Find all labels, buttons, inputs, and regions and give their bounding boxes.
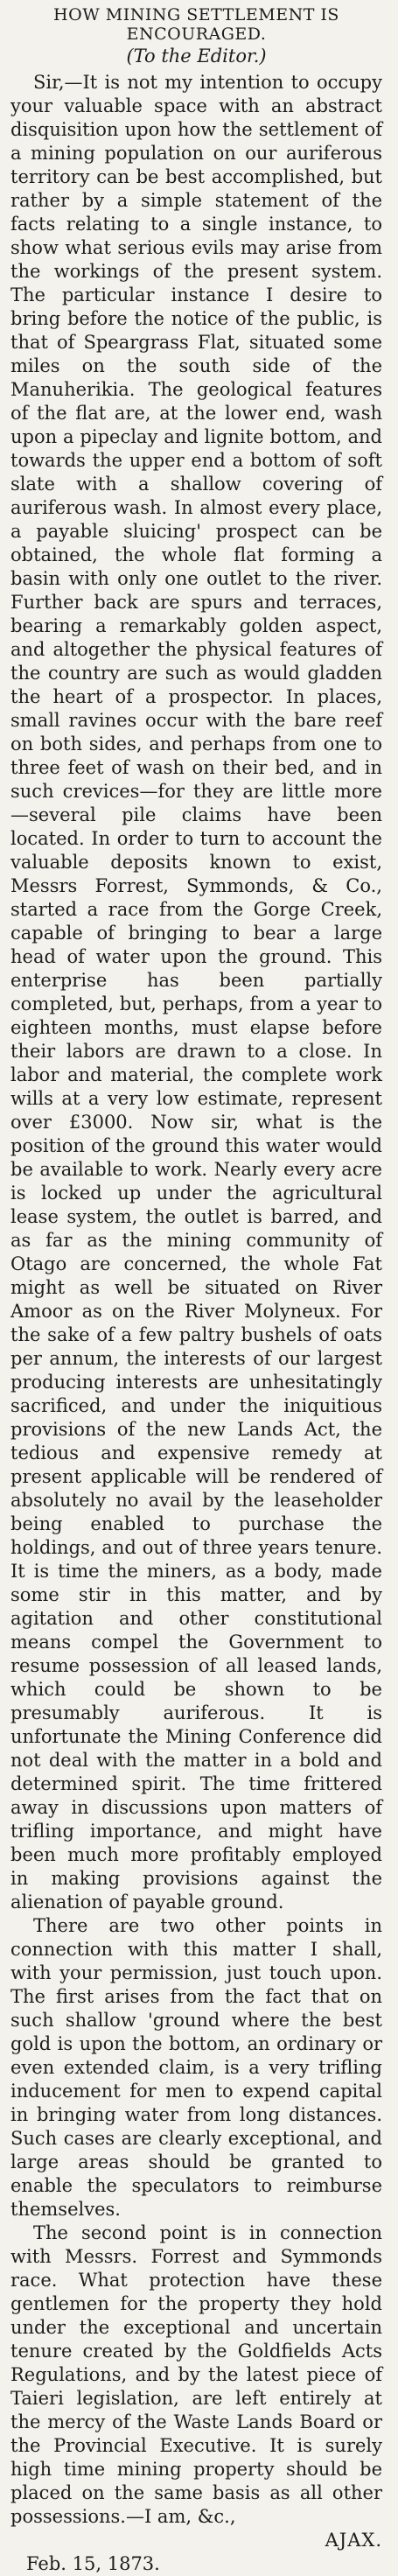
body-paragraph-1: Sir,—It is not my intention to occupy your valuable space with an abstract disquisition upon how the settlement of a mining population on our auriferous territory can be best accomplished, but rather by a simple statement of the facts relating to a single instance, to show what serious evils may arise from the workings of the present system. The particular instance I desire to bring before the notice of the public, is that of Speargrass Flat, situated some miles on the south side of the Manuherikia. The geological features of the flat are, at the lower end, wash upon a pipeclay and lignite bottom, and towards the upper end a bottom of soft slate with a shallow covering of auriferous wash. In almost every place, a payable sluicing' prospect can be obtained, the whole flat forming a basin with only one outlet to the river. Further back are spurs and terraces, bearing a remarkably golden aspect, and altogether the physical features of the country are such as would gladden the heart of a prospector. In places, small ravines occur with the bare reef on both sides, and perhaps from one to three feet of wash on their bed, and in such crevices—for they are little more—several pile claims have been located. In order to turn to account the valuable deposits known to exist, Messrs Forrest, Symmonds, & Co., started a race from the Gorge Creek, capable of bringing to bear a large head of water upon the ground. This enterprise has been partially completed, but, perhaps, from a year to eighteen months, must elapse before their labors are drawn to a close. In labor and material, the complete work wills at a very low estimate, represent over £3000. Now sir, what is the position of the ground this water would be available to work. Nearly every acre is locked up under the agricultural lease system, the outlet is barred, and as far as the mining community of Otago are concerned, the whole Fat might as well be situated on River Amoor as on the River Molyneux. For the sake of a few paltry bushels of oats per annum, the interests of our largest producing interests are unhesitatingly sacrificed, and under the iniquitious provisions of the new Lands Act, the tedious and expensive remedy at present applicable will be rendered of absolutely no avail by the leaseholder being enabled to purchase the holdings, and out of three years tenure. It is time the miners, as a body, made some stir in this matter, and by agitation and other constitutional means compel the Government to resume possession of all leased lands, which could be shown to be presumably auriferous. It is unfortunate the Mining Conference did not deal with the matter in a bold and determined spirit. The time frittered away in discussions upon matters of trifling importance, and might have been much more profitably employed in making provisions against the alienation of payable ground. [10, 72, 382, 1913]
article-byline: (To the Editor.) [126, 46, 267, 67]
article-headline: HOW MINING SETTLEMENT IS ENCOURAGED. [53, 5, 339, 44]
signature: AJAX. [325, 2530, 382, 2551]
body-paragraph-2: There are two other points in connection with this matter I shall, with your permission, just touch upon. The first arises from the fact that on such shallow 'ground where the best gold is upon the bottom, an ordinary or even extended claim, is a very trifling inducement for men to expend capital in bringing water from long distances. Such cases are clearly exceptional, and large areas should be granted to enable the speculators to reimburse themselves. [10, 1915, 382, 2220]
body-paragraph-3: The second point is in connection with Messrs. Forrest and Symmonds race. What protection have these gentlemen for the property they hold under the exceptional and uncertain tenure created by the Goldfields Acts Regulations, and by the latest piece of Taieri legislation, are left entirely at the mercy of the Waste Lands Board or the Provincial Executive. It is surely high time mining property should be placed on the same basis as all other possessions.—I am, &c., [10, 2222, 382, 2527]
letter-date: Feb. 15, 1873. [26, 2553, 160, 2574]
